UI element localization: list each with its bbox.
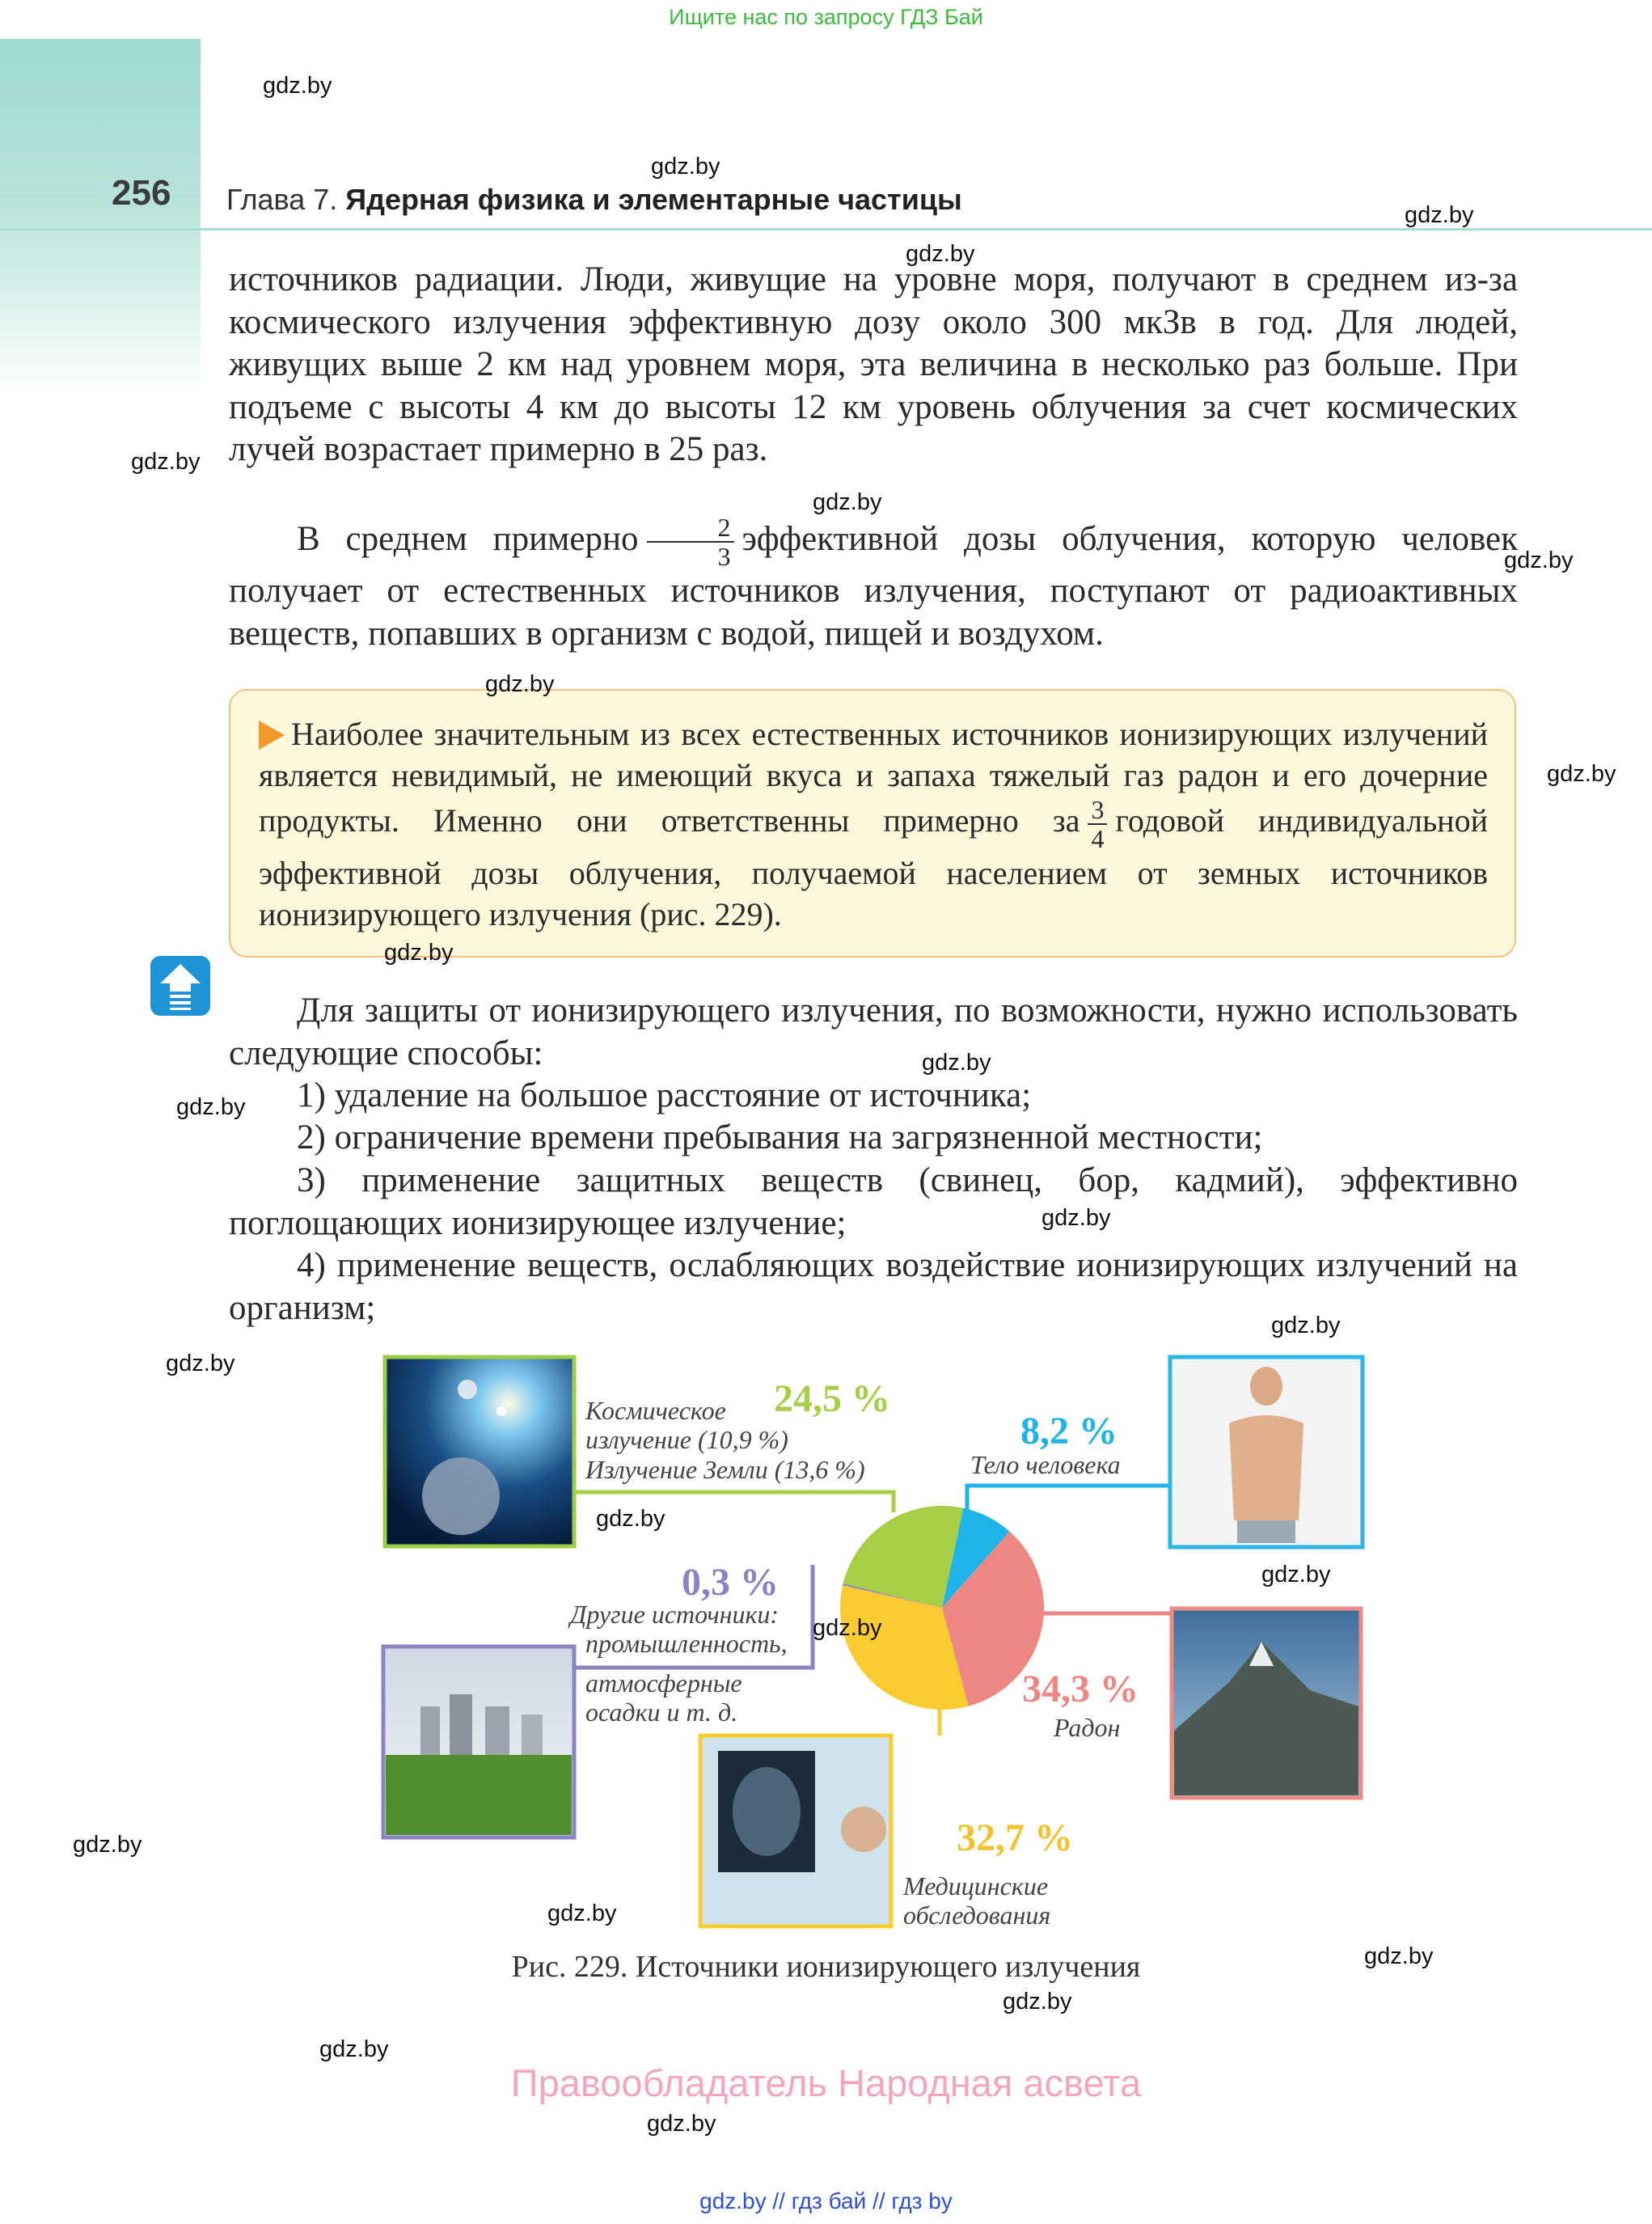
connector-body — [967, 1486, 1170, 1520]
protection-item-1: 1) удаление на большое расстояние от источника; — [297, 1076, 1032, 1114]
watermark: gdz.by — [547, 1901, 617, 1926]
fraction-denominator: 4 — [1091, 824, 1105, 853]
label-body: Тело человека — [970, 1450, 1121, 1479]
paragraph-cosmic: источников радиации. Люди, живущие на уровне моря, получают в среднем из-за космического излучения эффективную дозу около 300 мкЗв в год. Для людей, живущих выше 2 км над уровнем моря, эта величина в несколько раз больше. При подъеме с высоты 4 км до высоты 12 км уровень облучения за счет космических лучей возрастает примерно в 25 раз. — [229, 260, 1518, 468]
protection-item-4: 4) применение веществ, ослабляющих воздействие ионизирующих излучений на организм; — [229, 1246, 1518, 1327]
watermark: gdz.by — [647, 2111, 716, 2137]
protection-intro: Для защиты от ионизирующего излучения, по возможности, нужно использовать следующие способы: — [229, 991, 1518, 1072]
top-banner[interactable]: Ищите нас по запросу ГДЗ Бай — [669, 5, 983, 29]
label-other-4: осадки и т. д. — [585, 1698, 738, 1727]
highlight-text-after: годовой индивидуальной эффективной дозы облучения, получаемой населением от земных источников ионизирующего излучения (рис. 229). — [259, 802, 1488, 932]
label-other-1: Другие источники: — [570, 1600, 780, 1629]
watermark: gdz.by — [1003, 1989, 1072, 2015]
watermark: gdz.by — [596, 1506, 665, 1532]
pct-other: 0,3 % — [682, 1561, 779, 1604]
watermark: gdz.by — [922, 1050, 991, 1076]
pct-cosmic: 24,5 % — [774, 1377, 890, 1420]
watermark: gdz.by — [319, 2036, 389, 2062]
watermark: gdz.by — [1405, 202, 1474, 228]
watermark: gdz.by — [651, 154, 720, 180]
fraction-numerator: 2 — [647, 514, 734, 543]
watermark: gdz.by — [813, 489, 882, 515]
watermark: gdz.by — [166, 1351, 235, 1376]
watermark: gdz.by — [131, 449, 201, 475]
label-cosmic-1: Космическое — [585, 1396, 726, 1425]
fraction-numerator: 3 — [1088, 796, 1107, 825]
bottom-links[interactable]: gdz.by // гдз бай // гдз by — [699, 2188, 953, 2213]
watermark: gdz.by — [1547, 761, 1616, 787]
watermark: gdz.by — [73, 1832, 142, 1858]
watermark: gdz.by — [906, 241, 975, 267]
label-cosmic-2: излучение (10,9 %) — [585, 1425, 788, 1454]
pct-body: 8,2 % — [1020, 1410, 1118, 1452]
fraction-denominator: 3 — [717, 542, 731, 571]
paragraph-text-before: В среднем примерно — [297, 519, 639, 558]
label-other-2: промышленность, — [585, 1629, 788, 1658]
watermark: gdz.by — [1271, 1313, 1341, 1338]
watermark: gdz.by — [176, 1094, 246, 1120]
watermark: gdz.by — [1364, 1943, 1434, 1969]
watermark: gdz.by — [263, 73, 332, 99]
pct-radon: 34,3 % — [1022, 1668, 1139, 1710]
paragraph-text-after: эффективной дозы облучения, которую человек получает от естественных источников излучения, поступают от радиоактивных веществ, попавших в организм с водой, пищей и воздухом. — [229, 519, 1518, 653]
label-other-3: атмосферные — [585, 1668, 742, 1698]
protection-item-2: 2) ограничение времени пребывания на загрязненной местности; — [297, 1118, 1263, 1156]
chapter-prefix: Глава 7. — [226, 183, 338, 216]
protection-item-3: 3) применение защитных веществ (свинец, бор, кадмий), эффективно поглощающих ионизирующее излучение; — [229, 1161, 1518, 1242]
pct-medical: 32,7 % — [957, 1816, 1073, 1859]
publisher-note: Правообладатель Народная асвета — [510, 2061, 1142, 2104]
pie-chart — [840, 1506, 1044, 1710]
cosmic-radiation-photo — [385, 1357, 574, 1546]
page-number: 256 — [112, 173, 171, 213]
mountain-photo — [1172, 1609, 1361, 1798]
label-medical-2: обследования — [903, 1901, 1051, 1930]
watermark: gdz.by — [384, 940, 454, 966]
label-medical-1: Медицинские — [903, 1871, 1049, 1901]
highlight-text-before: Наиболее значительным из всех естественных источников ионизирующих излучений является невидимый, не имеющий вкуса и запаха тяжелый газ радон и его дочерние продукты. Именно они ответственны примерно за — [259, 716, 1488, 839]
watermark: gdz.by — [485, 671, 555, 697]
watermark: gdz.by — [813, 1615, 882, 1641]
chapter-name: Ядерная физика и элементарные частицы — [345, 183, 962, 216]
medical-xray-photo — [700, 1736, 891, 1926]
human-body-photo — [1170, 1357, 1363, 1547]
watermark: gdz.by — [1041, 1205, 1111, 1231]
watermark: gdz.by — [1504, 548, 1574, 573]
label-radon: Радон — [1054, 1713, 1121, 1742]
power-plant-photo — [383, 1647, 574, 1837]
label-cosmic-3: Излучение Земли (13,6 %) — [585, 1455, 865, 1484]
watermark: gdz.by — [1261, 1562, 1331, 1588]
figure-caption: Рис. 229. Источники ионизирующего излучения — [511, 1950, 1141, 1984]
